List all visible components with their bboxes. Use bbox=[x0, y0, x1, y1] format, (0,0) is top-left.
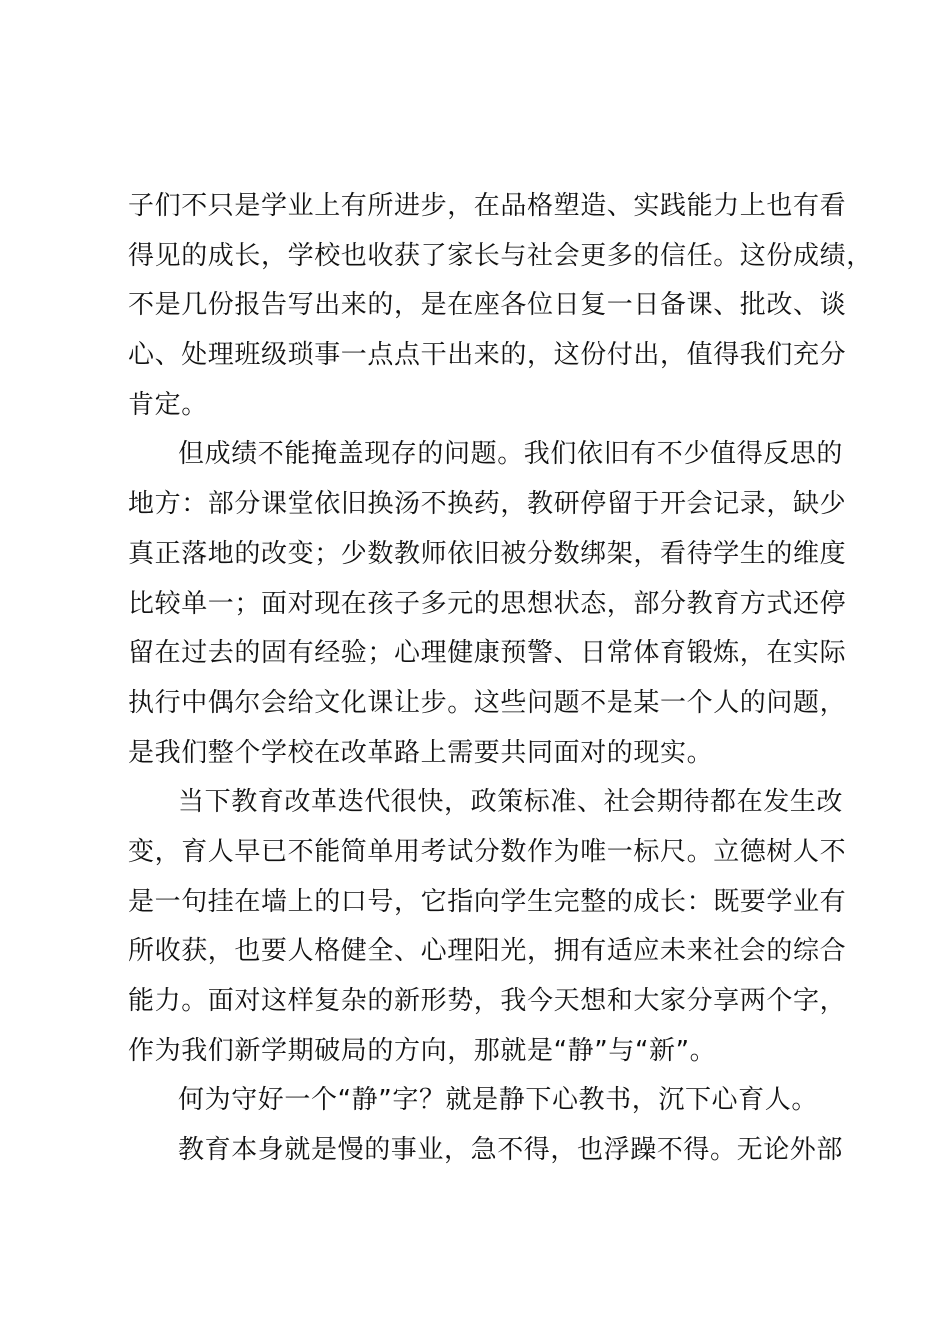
text-line: 作为我们新学期破局的方向，那就是“静”与“新”。 bbox=[128, 1035, 717, 1066]
text-line: 比较单一；面对现在孩子多元的思想状态，部分教育方式还停 bbox=[128, 588, 847, 619]
text-line: 执行中偶尔会给文化课让步。这些问题不是某一个人的问题， bbox=[128, 687, 847, 718]
text-line: 能力。面对这样复杂的新形势，我今天想和大家分享两个字， bbox=[128, 986, 847, 1016]
paragraph-first-line: 何为守好一个“静”字？就是静下心教书，沉下心育人。 bbox=[178, 1085, 818, 1116]
paragraph-first-line: 教育本身就是慢的事业，急不得，也浮躁不得。无论外部 bbox=[178, 1135, 844, 1166]
text-line: 变，育人早已不能简单用考试分数作为唯一标尺。立德树人不 bbox=[128, 836, 847, 867]
text-line: 是一句挂在墙上的口号，它指向学生完整的成长：既要学业有 bbox=[128, 886, 847, 917]
text-line: 得见的成长，学校也收获了家长与社会更多的信任。这份成绩， bbox=[128, 240, 873, 271]
text-line: 心、处理班级琐事一点点干出来的，这份付出，值得我们充分 bbox=[128, 340, 847, 371]
text-line: 所收获，也要人格健全、心理阳光，拥有适应未来社会的综合 bbox=[128, 936, 847, 967]
paragraph-first-line: 但成绩不能掩盖现存的问题。我们依旧有不少值得反思的 bbox=[178, 439, 844, 470]
document-body bbox=[128, 182, 873, 1176]
text-line: 是我们整个学校在改革路上需要共同面对的现实。 bbox=[128, 737, 714, 768]
text-line: 子们不只是学业上有所进步，在品格塑造、实践能力上也有看 bbox=[128, 191, 847, 221]
text-line: 留在过去的固有经验；心理健康预警、日常体育锻炼，在实际 bbox=[128, 638, 847, 669]
paragraph-first-line: 当下教育改革迭代很快，政策标准、社会期待都在发生改 bbox=[178, 787, 844, 818]
text-line: 不是几份报告写出来的，是在座各位日复一日备课、批改、谈 bbox=[128, 290, 847, 321]
text-line: 真正落地的改变；少数教师依旧被分数绑架，看待学生的维度 bbox=[128, 538, 847, 569]
text-line: 地方：部分课堂依旧换汤不换药，教研停留于开会记录，缺少 bbox=[128, 489, 847, 520]
text-line: 肯定。 bbox=[128, 389, 208, 420]
